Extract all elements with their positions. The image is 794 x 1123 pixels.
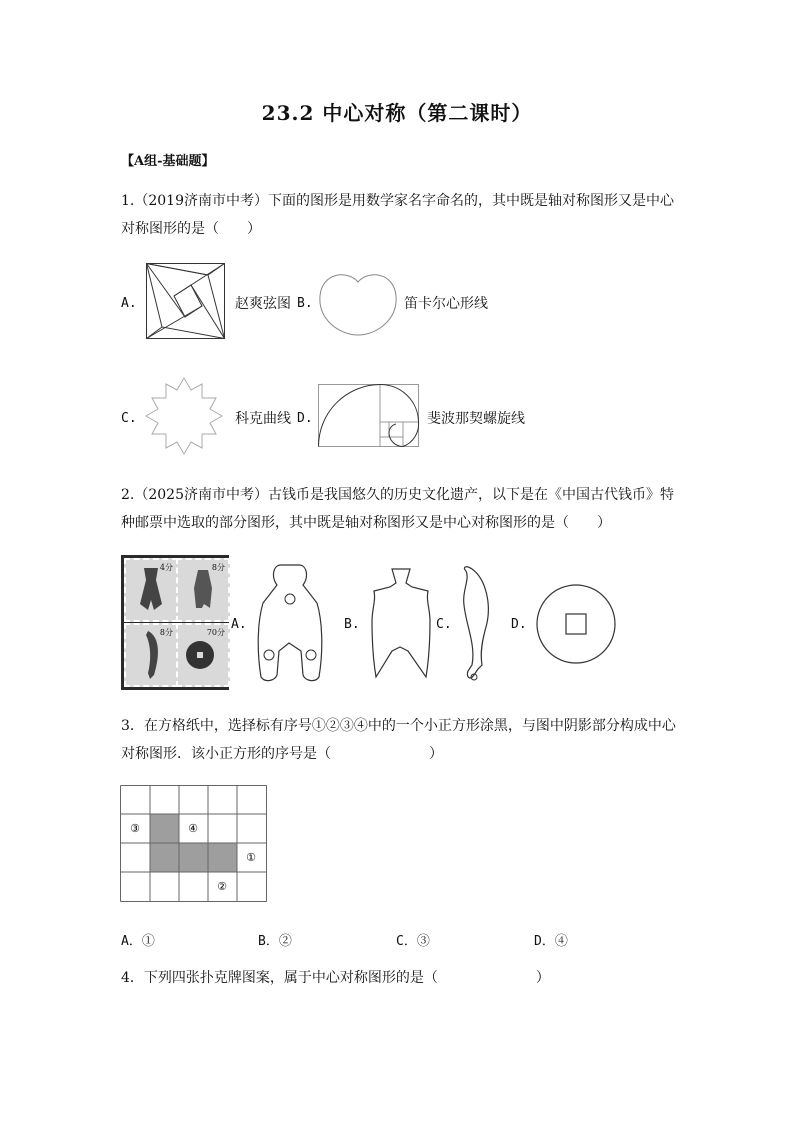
q3-option-a: A．①: [121, 934, 155, 949]
q2-option-a-label: A.: [231, 617, 247, 632]
question-3-line-1: 3．在方格纸中，选择标有序号①②③④中的一个小正方形涂黑，与图中阴影部分构成中心: [121, 718, 676, 734]
section-heading: 【A组-基础题】: [121, 154, 215, 169]
q2-option-c-label: C.: [436, 617, 452, 632]
cardioid-curve: [318, 270, 398, 336]
knife-coin-outline: [456, 565, 496, 687]
stamp-4: [176, 623, 230, 687]
stamp-2: [176, 558, 230, 622]
question-2-line-1: 2.（2025济南市中考）古钱币是我国悠久的历史文化遗产，以下是在《中国古代钱币》特: [121, 487, 674, 503]
stamp-2-value: 8分: [211, 563, 225, 572]
question-4-text: 4．下列四张扑克牌图案，属于中心对称图形的是（ ）: [121, 970, 550, 986]
koch-curve: [144, 370, 224, 462]
spade-coin-outline: [255, 563, 325, 683]
stamp-3: [124, 623, 178, 687]
round-coin-outline: [536, 584, 618, 666]
question-2-line-2: 种邮票中选取的部分图形，其中既是轴对称图形又是中心对称图形的是（ ）: [121, 515, 611, 531]
q1-option-c-label: C.: [121, 411, 137, 426]
coin-stamps-photo: [121, 555, 229, 690]
stamp-4-value: 70分: [206, 628, 225, 637]
q1-option-d-label: D.: [297, 411, 313, 426]
grid-label-4: ④: [188, 822, 198, 835]
question-2-text: [121, 481, 681, 537]
grid-label-3: ③: [130, 822, 140, 835]
q1-option-a-label: A.: [121, 296, 137, 311]
q1-option-b-label: B.: [297, 296, 313, 311]
q1-option-b-caption: 笛卡尔心形线: [404, 296, 488, 312]
stamp-1-value: 4分: [159, 563, 173, 572]
q2-option-d-label: D.: [511, 617, 527, 632]
fibonacci-spiral: [318, 384, 420, 448]
q3-option-c: C．③: [396, 934, 430, 949]
zhao-shuang-diagram: [146, 263, 226, 339]
stamp-1: [124, 558, 178, 622]
q2-option-b-label: B.: [344, 617, 360, 632]
question-3-line-2: 对称图形．该小正方形的序号是（ ）: [121, 746, 443, 762]
page-title: 23.2 中心对称（第二课时）: [261, 101, 533, 125]
question-1-line-1: 1.（2019济南市中考）下面的图形是用数学家名字命名的，其中既是轴对称图形又是中心: [121, 193, 674, 209]
grid-label-2: ②: [217, 880, 227, 893]
q1-option-a-caption: 赵爽弦图: [235, 296, 291, 312]
grid-label-1: ①: [246, 851, 256, 864]
q3-option-b: B．②: [258, 934, 292, 949]
q3-option-d: D．④: [534, 934, 568, 949]
question-1-text: [121, 187, 681, 243]
stamp-3-value: 8分: [159, 628, 173, 637]
q1-option-c-caption: 科克曲线: [235, 411, 291, 427]
pointed-spade-outline: [368, 565, 434, 685]
question-1-line-2: 对称图形的是（ ）: [121, 221, 261, 237]
square-grid-figure: [120, 785, 270, 903]
q1-option-d-caption: 斐波那契螺旋线: [427, 411, 525, 427]
question-3-text: [121, 712, 681, 768]
